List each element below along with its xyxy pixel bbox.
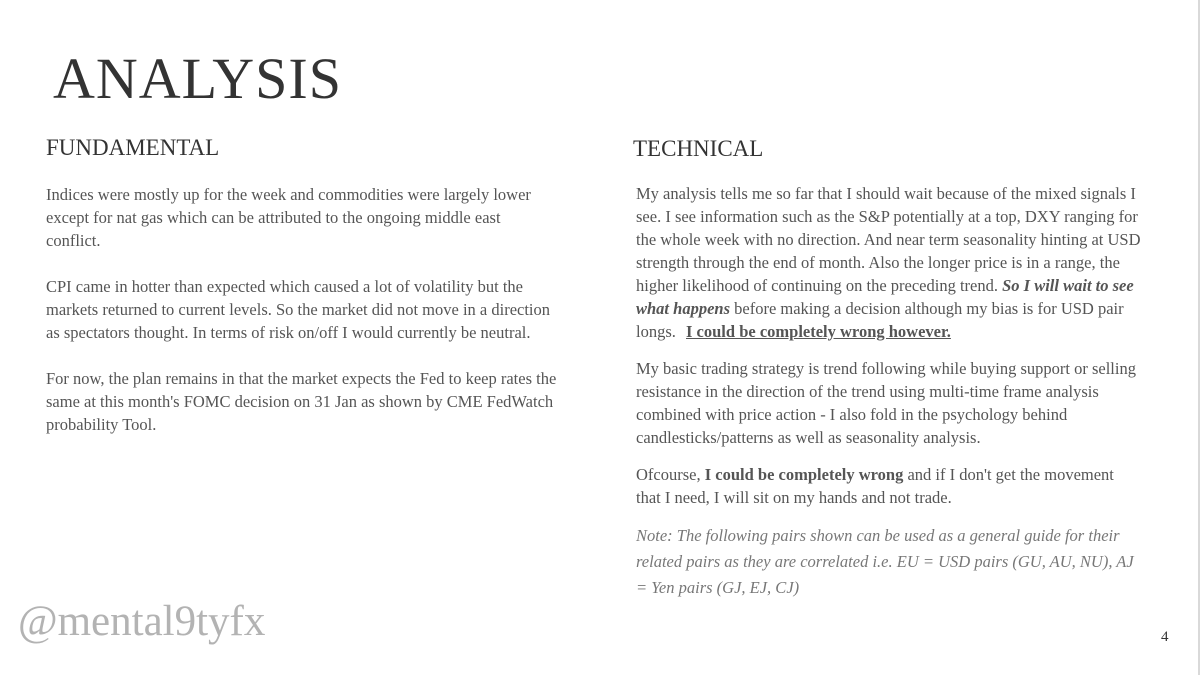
fundamental-heading: FUNDAMENTAL: [46, 135, 220, 160]
technical-paragraph-2: My basic trading strategy is trend following while buying support or selling resistance in the direction of the trend using multi-time frame analysis combined with price action - I also fold in the psychology behind candlesticks/patterns as well as seasonality analysis.: [636, 359, 1136, 447]
technical-heading: TECHNICAL: [633, 136, 764, 161]
fundamental-paragraph: For now, the plan remains in that the market expects the Fed to keep rates the same at this month's FOMC decision on 31 Jan as shown by CME FedWatch probability Tool.: [46, 369, 557, 434]
page-number: 4: [1161, 629, 1169, 645]
page-title: ANALYSIS: [53, 46, 342, 111]
technical-p3-bold: I could be completely wrong: [704, 465, 904, 484]
technical-note: Note: The following pairs shown can be used as a general guide for their related pairs as they are correlated i.e. EU = USD pairs (GU, AU, NU), AJ = Yen pairs (GJ, EJ, CJ): [636, 526, 1134, 597]
fundamental-column: [46, 183, 558, 436]
technical-p1-text-after: before making a decision although my bias is for USD pair longs.: [636, 299, 1124, 341]
technical-paragraph-1: [636, 182, 1141, 343]
technical-p3-start: Ofcourse,: [636, 465, 701, 484]
technical-column: [636, 182, 1141, 601]
fundamental-paragraph: Indices were mostly up for the week and commodities were largely lower except for nat gas which can be attributed to the ongoing middle east conflict.: [46, 185, 531, 250]
watermark-handle: @mental9tyfx: [18, 598, 266, 645]
technical-p1-disclaimer: I could be completely wrong however.: [686, 322, 951, 341]
fundamental-paragraph: CPI came in hotter than expected which caused a lot of volatility but the markets returned to current levels. So the market did not move in a direction as spectators thought. In terms of risk on/off I would currently be neutral.: [46, 277, 551, 342]
technical-paragraph-3: [636, 463, 1141, 509]
technical-p1-emphasis: So I will wait to see what happens: [636, 276, 1134, 318]
technical-p3-end: and if I don't get the movement that I need, I will sit on my hands and not trade.: [636, 465, 1114, 507]
technical-p1-text: My analysis tells me so far that I should wait because of the mixed signals I see. I see information such as the S&P potentially at a top, DXY ranging for the whole week with no direction. And near term seasonality hinting at USD strength through the end of month. Also the longer price is in a range, the higher likelihood of continuing on the preceding trend.: [636, 184, 1141, 295]
